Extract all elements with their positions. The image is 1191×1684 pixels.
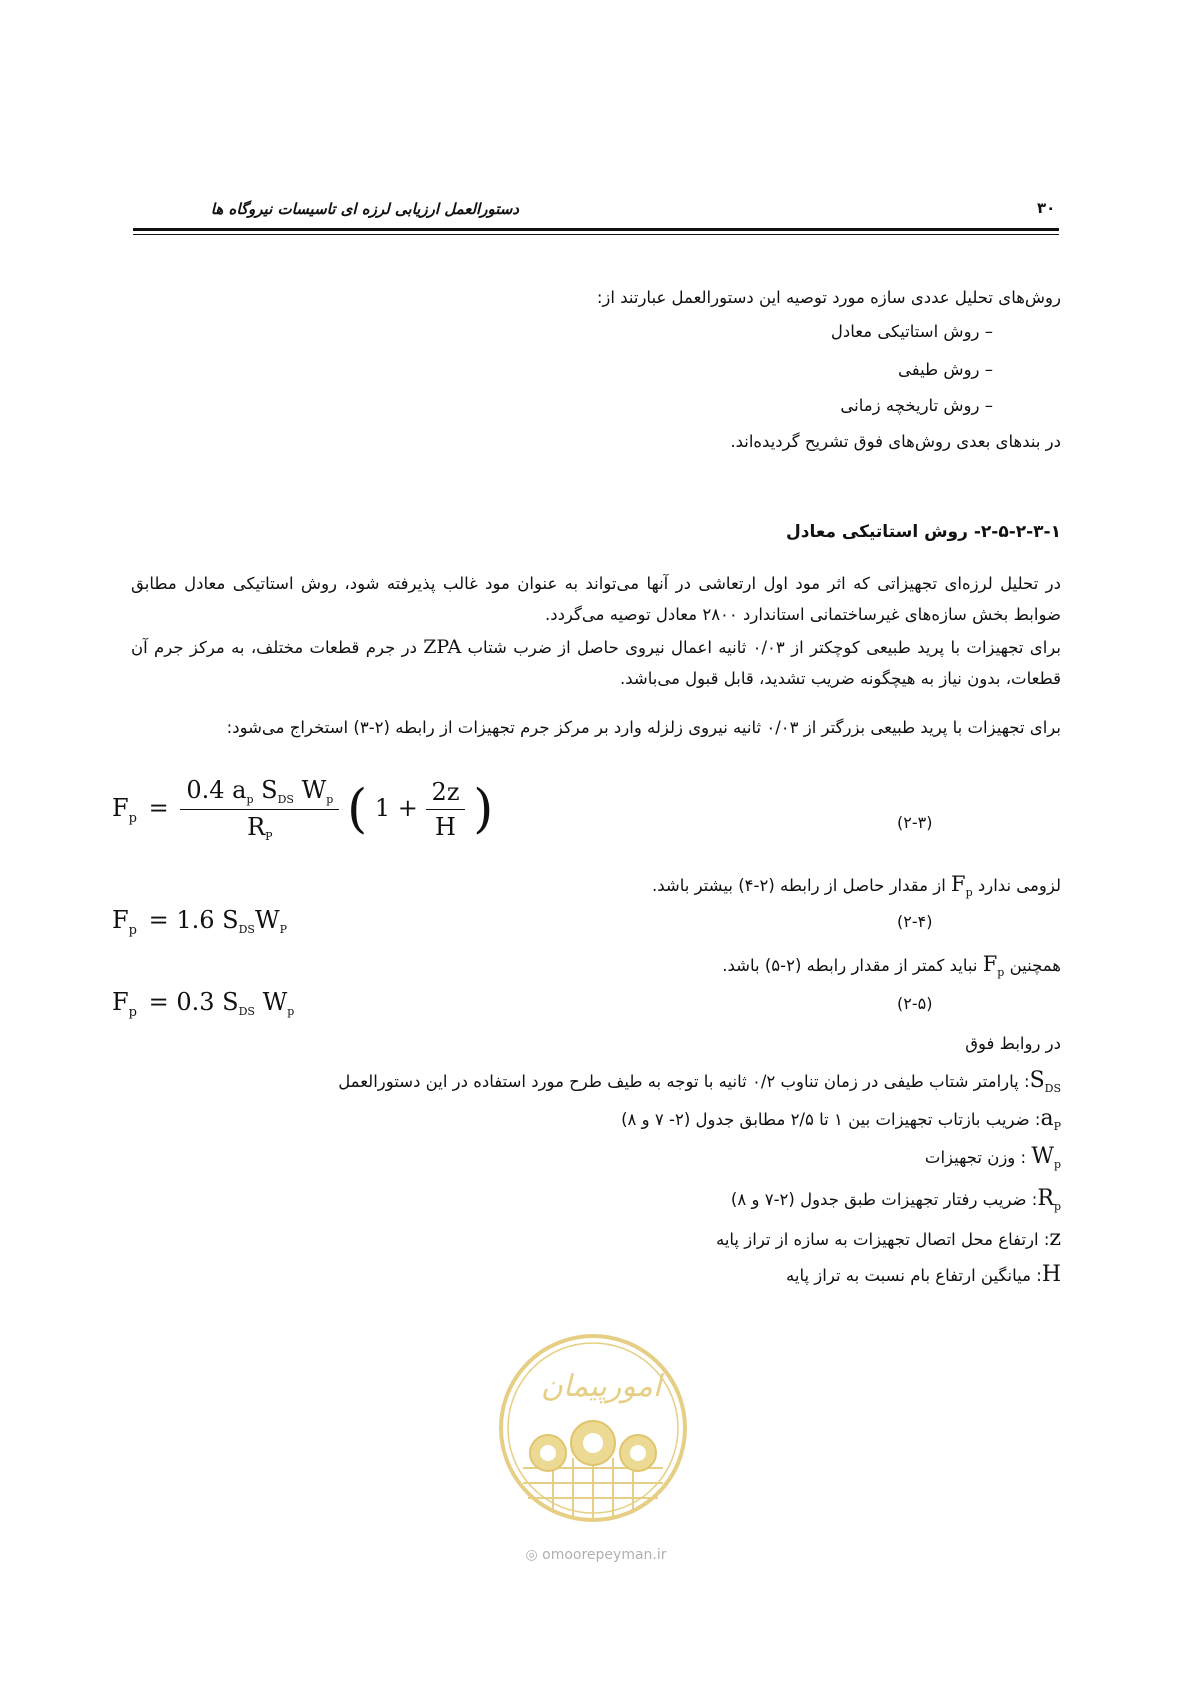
paragraph-3: برای تجهیزات با پرید طبیعی بزرگتر از ۰/۰۳ ثانیه نیروی زلزله وارد بر مرکز جرم تجهیزات از رابطه (۲-۳) استخراج می‌شود:	[226, 718, 1061, 737]
definition-sds: $S_{DS}$: پارامتر شتاب طیفی در زمان تناوب ۰/۲ ثانیه با توجه به طیف طرح مورد استفاده در این دستورالعمل	[338, 1068, 1061, 1095]
note-eq5: همچنین $F_p$ نباید کمتر از مقدار رابطه (۲-۵) باشد.	[722, 952, 1061, 979]
definition-ap: $a_P$: ضریب بازتاب تجهیزات بین ۱ تا ۲/۵ مطابق جدول (۲- ۷ و ۸)	[621, 1106, 1061, 1133]
section-heading: ۲-۵-۲-۳-۱- روش استاتیکی معادل	[786, 522, 1061, 542]
note-eq4: لزومی ندارد $F_p$ از مقدار حاصل از رابطه (۲-۴) بیشتر باشد.	[651, 872, 1061, 899]
intro-closing: در بندهای بعدی روش‌های فوق تشریح گردیده‌اند.	[730, 432, 1061, 451]
equation-fraction: $\frac{0.4 a_p S_{DS} W_p}{R_P}$	[180, 776, 339, 843]
watermark-url: ◎ omoorepeyman.ir	[525, 1547, 667, 1563]
zpa-symbol: ZPA	[423, 636, 462, 658]
watermark-logo-text: امورپیمان	[540, 1369, 662, 1404]
equation-label-2-5: (۲-۵)	[897, 994, 933, 1013]
list-item: – روش تاریخچه زمانی	[840, 396, 993, 415]
definition-wp: $W_p$ : وزن تجهیزات	[924, 1144, 1061, 1171]
equation-label-2-3: (۲-۳)	[897, 813, 933, 832]
running-header-title: دستورالعمل ارزیابی لرزه ای تاسیسات نیروگاه ها	[210, 200, 519, 218]
equation-label-2-4: (۲-۴)	[897, 912, 933, 931]
definition-z: z: ارتفاع محل اتصال تجهیزات به سازه از تراز پایه	[715, 1226, 1061, 1251]
list-item: – روش استاتیکی معادل	[830, 322, 993, 341]
equation-fraction-2z-over-h: $\frac{2z}{H}$	[426, 778, 466, 841]
paragraph-1: در تحلیل لرزه‌ای تجهیزاتی که اثر مود اول ارتعاشی در آنها می‌تواند به عنوان مود غالب پذیرفته شود، روش استاتیکی معادل مطابق ضوابط بخش سازه‌های غیرساختمانی استاندارد ۲۸۰۰ معادل توصیه می‌گردد.	[131, 574, 1061, 624]
equation-2-4: $F_p = 1.6$ $S_{DS}W_P$	[112, 906, 288, 938]
definition-rp: $R_p$: ضریب رفتار تجهیزات طبق جدول (۲-۷ و ۸)	[730, 1186, 1061, 1213]
intro-lead: روش‌های تحلیل عددی سازه مورد توصیه این دستورالعمل عبارتند از:	[596, 288, 1061, 307]
header-rule-thick	[133, 228, 1059, 231]
page-number: ۳۰	[1037, 199, 1056, 217]
equation-2-5: $F_p = 0.3$ $S_{DS}$ $W_p$	[112, 988, 295, 1020]
paragraph-2: برای تجهیزات با پرید طبیعی کوچکتر از ۰/۰۳ ثانیه اعمال نیروی حاصل از ضرب شتاب ZPA در جرم قطعات مختلف، به مرکز جرم آن قطعات، بدون نیاز به هیچگونه ضریب تشدید، قابل قبول می‌باشد.	[131, 636, 1061, 688]
header-rule-thin	[133, 234, 1059, 235]
list-item: – روش طیفی	[897, 360, 993, 379]
watermark-logo	[493, 1318, 693, 1538]
equation-2-3: $F_p$ = $\frac{0.4 a_p S_{DS} W_p}{R_P}$ ( 1 + $\frac{2z}{H}$ )	[112, 776, 494, 843]
definition-h: H: میانگین ارتفاع بام نسبت به تراز پایه	[786, 1262, 1061, 1287]
definitions-intro: در روابط فوق	[965, 1034, 1061, 1053]
